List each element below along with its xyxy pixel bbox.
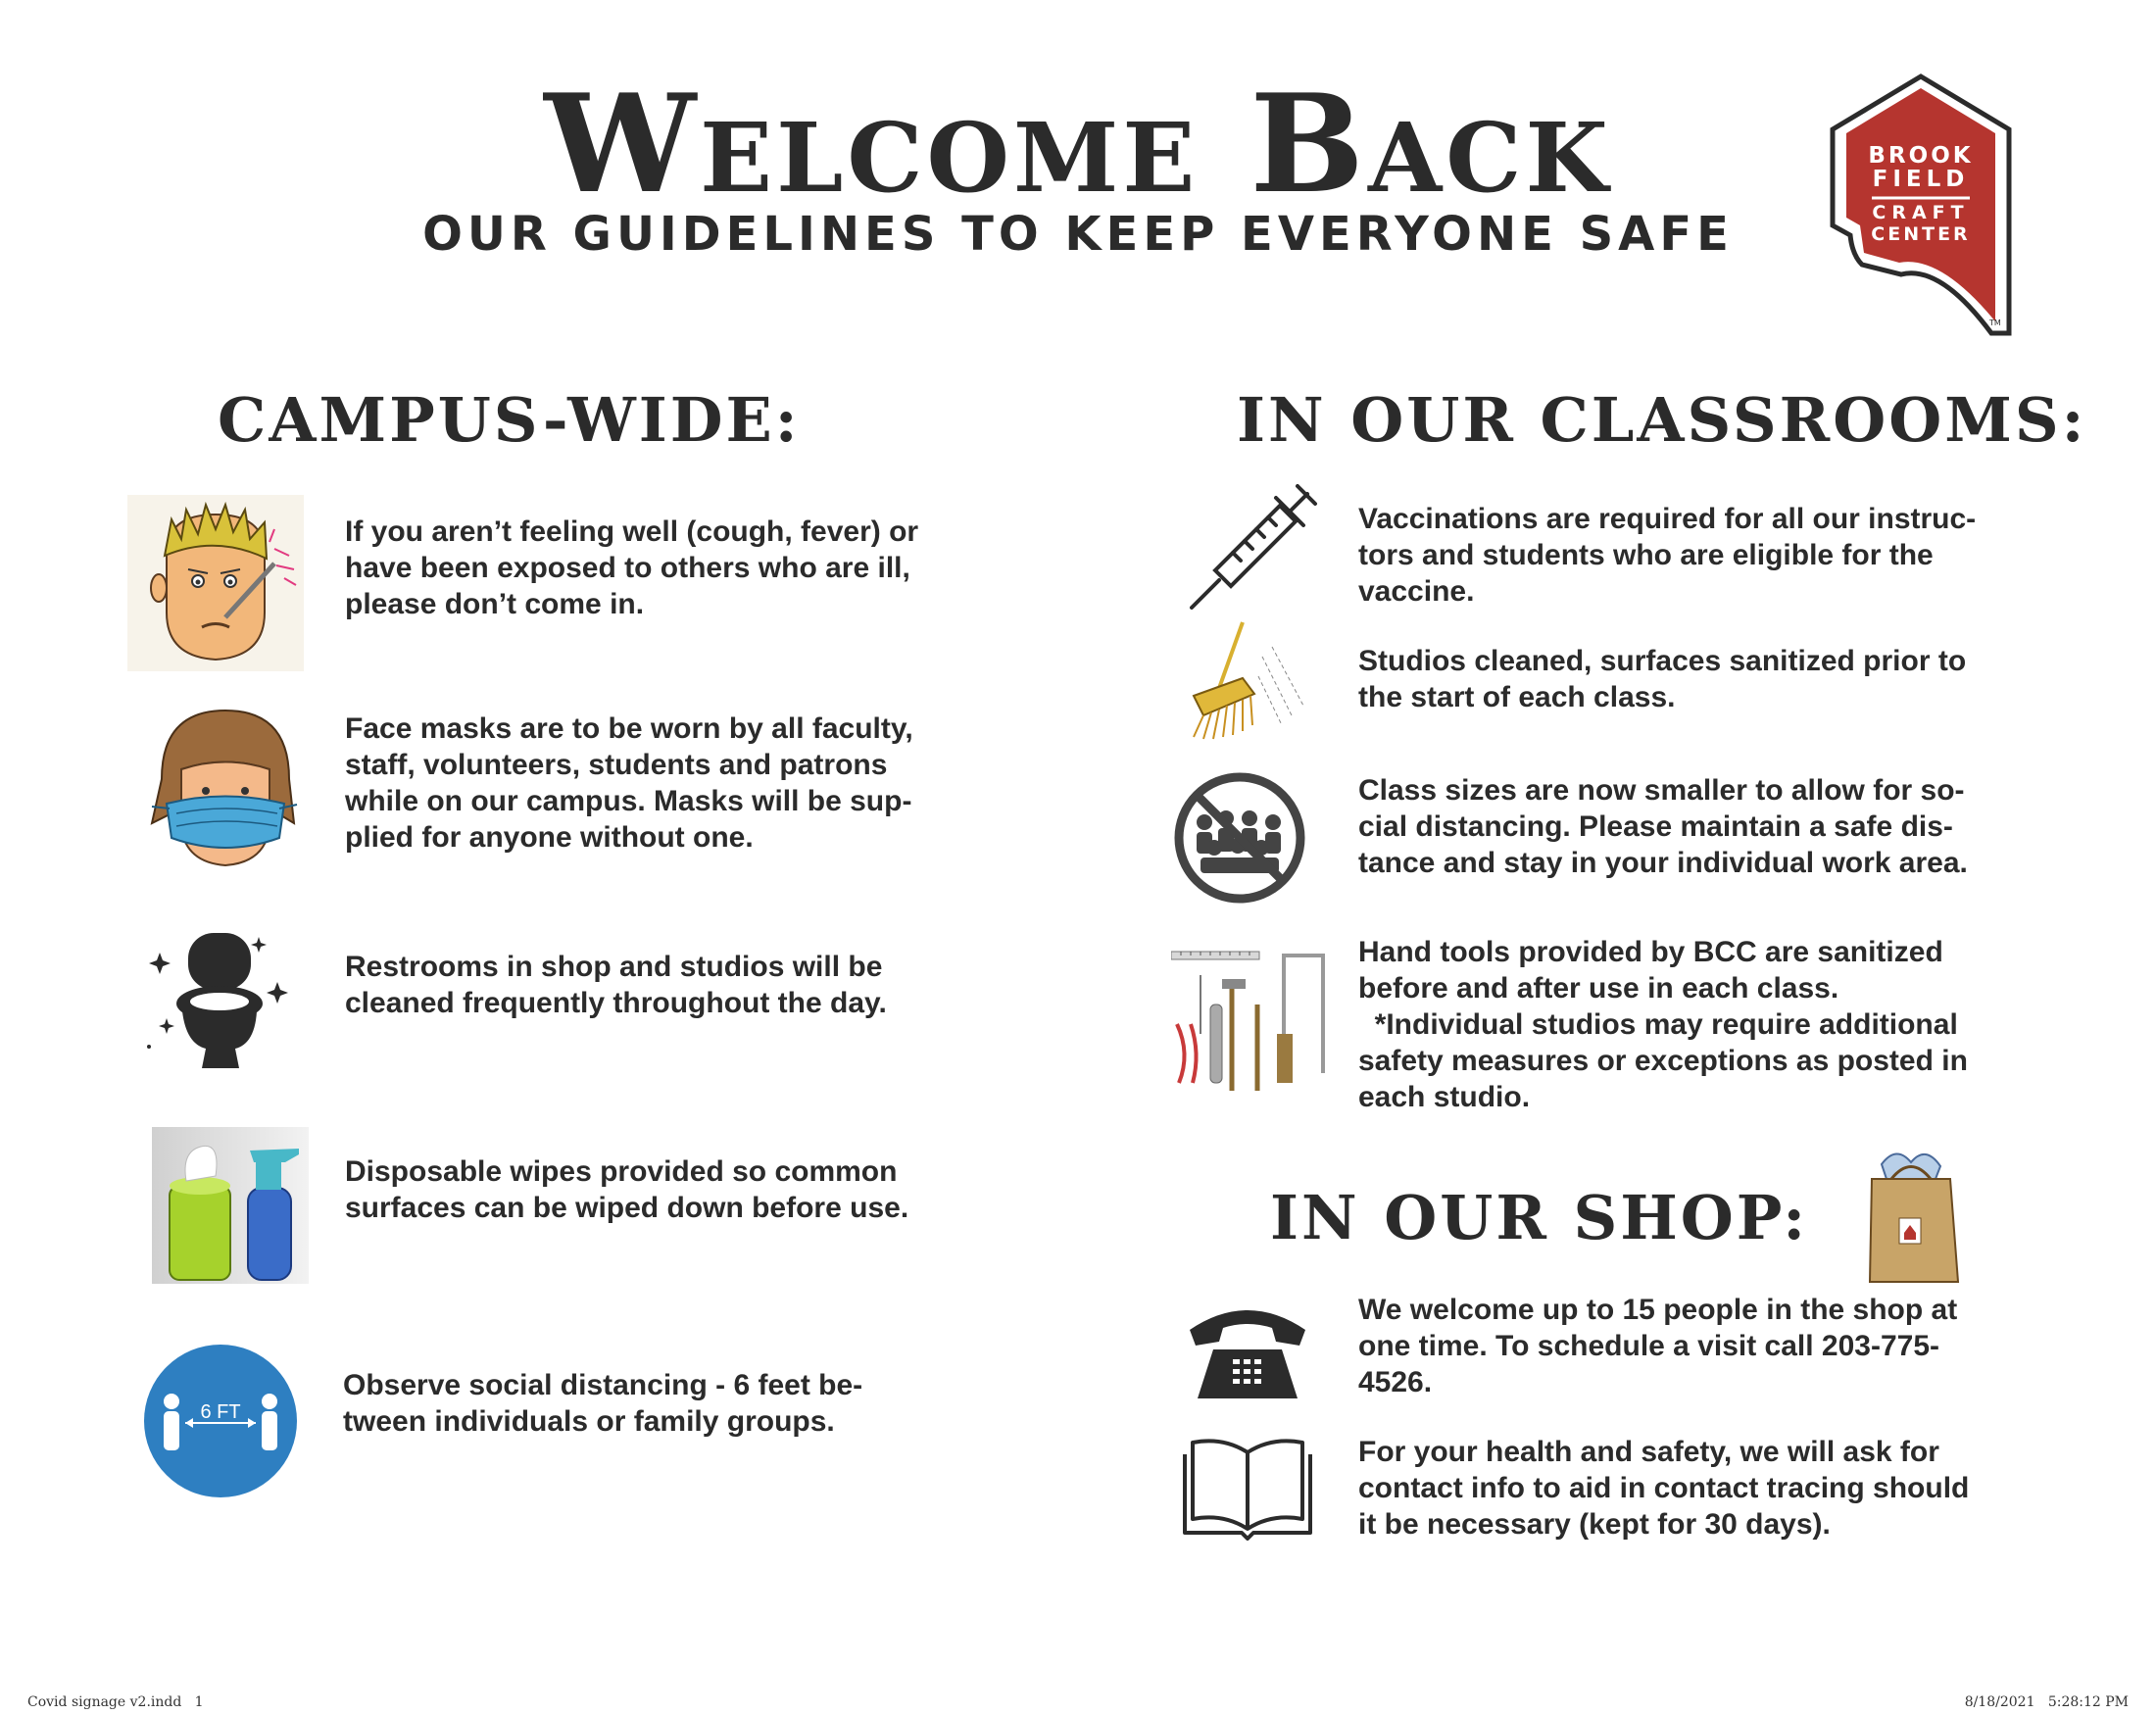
campus-item-3-text: Restrooms in shop and studios will be cleaned frequently throughout the day. [345, 951, 887, 1019]
classroom-item-1-text: Vaccinations are required for all our instruc- tors and students who are eligible for the vaccine. [1358, 503, 1977, 608]
page-title: Welcome Back [544, 64, 1612, 223]
sick-person-icon [127, 495, 304, 671]
logo-line1: BROOK [1868, 143, 1974, 169]
telephone-icon [1184, 1298, 1311, 1406]
campus-item-4-text: Disposable wipes provided so common surfaces can be wiped down before use. [345, 1155, 909, 1224]
shop-heading: IN OUR SHOP: [1270, 1182, 1809, 1253]
syringe-icon [1186, 478, 1323, 615]
logo-trademark: TM [1989, 318, 2001, 327]
social-distance-icon [142, 1343, 299, 1499]
no-crowd-icon [1171, 769, 1308, 906]
footer-timestamp: 8/18/2021 5:28:12 PM [1964, 1694, 2129, 1710]
wipes-spray-icon [152, 1127, 309, 1284]
logo-line4: CENTER [1871, 223, 1971, 245]
open-book-icon [1179, 1433, 1316, 1541]
shopping-bag-icon [1852, 1145, 1970, 1287]
campus-item-5-text: Observe social distancing - 6 feet be- tween individuals or family groups. [343, 1369, 863, 1438]
hand-tools-icon [1171, 946, 1338, 1093]
campus-item-2-text: Face masks are to be worn by all faculty, staff, volunteers, students and patrons while on our campus. Masks will be sup- plied for anyone without one. [345, 712, 913, 854]
classroom-item-2-text: Studios cleaned, surfaces sanitized prior to the start of each class. [1358, 645, 1967, 713]
classrooms-heading: IN OUR CLASSROOMS: [1237, 384, 2087, 456]
shop-item-2-text: For your health and safety, we will ask for contact info to aid in contact tracing should it be necessary (kept for 30 days). [1358, 1436, 1970, 1541]
campus-item-1-text: If you aren’t feeling well (cough, fever) or have been exposed to others who are ill, please don’t come in. [345, 515, 919, 620]
face-mask-icon [132, 701, 309, 877]
campus-wide-heading: CAMPUS-WIDE: [218, 384, 801, 456]
broom-icon [1174, 617, 1311, 745]
logo-line2: FIELD [1872, 167, 1970, 192]
social-distance-label: 6 FT [200, 1401, 241, 1423]
page-subtitle: OUR GUIDELINES TO KEEP EVERYONE SAFE [422, 207, 1734, 262]
brookfield-logo [1823, 69, 2019, 343]
classroom-item-3-text: Class sizes are now smaller to allow for so- cial distancing. Please maintain a safe dis- tance and stay in your individual work area. [1358, 774, 1968, 879]
classroom-item-4-text: Hand tools provided by BCC are sanitized before and after use in each class. *Individual studios may require additional safety measures or exceptions as posted in each studio. [1358, 936, 1968, 1113]
shop-item-1-text: We welcome up to 15 people in the shop at one time. To schedule a visit call 203-775- 4526. [1358, 1294, 1958, 1398]
logo-line3: CRAFT [1872, 202, 1970, 223]
footer-filename: Covid signage v2.indd 1 [27, 1694, 204, 1710]
toilet-icon [137, 921, 294, 1078]
